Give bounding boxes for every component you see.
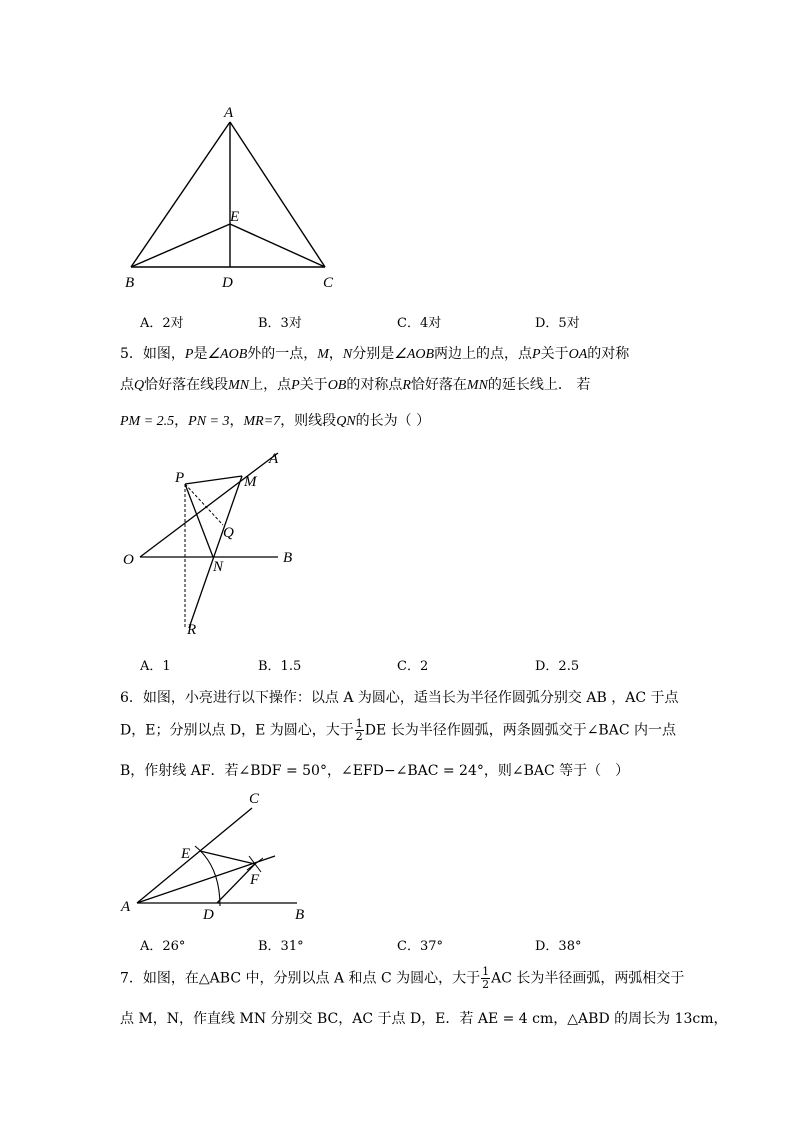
fraction-denominator: 2 <box>355 730 363 743</box>
q5-line-1 <box>120 343 680 363</box>
q4-option-c[interactable]: C．4对 <box>397 316 442 331</box>
q6-option-d[interactable]: D．38° <box>535 939 582 954</box>
q6-options <box>0 935 794 955</box>
label-d: D <box>222 275 233 291</box>
figure-angle-bisector <box>115 788 315 933</box>
q5-option-b[interactable]: B．1.5 <box>258 659 302 674</box>
q5-var-p: P <box>532 347 541 362</box>
label-m: M <box>244 474 257 490</box>
q5-angle-aob: ∠AOB <box>394 347 435 362</box>
q5-text: 的对称点 <box>346 377 403 393</box>
label-a: A <box>224 105 234 121</box>
q5-var-p: P <box>184 347 194 362</box>
label-o: O <box>123 552 134 568</box>
q7-line-2: 点 M，N，作直线 MN 分别交 BC，AC 于点 D，E．若 AE = 4 cm，△ABD 的周长为 13cm， <box>120 1011 728 1027</box>
q6-option-a[interactable]: A．26° <box>140 939 186 954</box>
q5-text: 两边上的点，点 <box>434 346 533 362</box>
q5-option-d[interactable]: D．2.5 <box>535 659 580 674</box>
q5-line-2 <box>120 374 680 394</box>
q5-option-a[interactable]: A．1 <box>140 659 171 674</box>
q5-text: 外的一点， <box>247 346 318 362</box>
label-n: N <box>213 559 224 575</box>
label-q: Q <box>223 525 234 541</box>
label-e: E <box>181 846 191 862</box>
label-b: B <box>295 907 305 923</box>
q5-text: 的对称 <box>587 346 630 362</box>
label-b: B <box>125 275 135 291</box>
q5-text: 5．如图， <box>120 346 185 362</box>
label-p: P <box>175 470 185 486</box>
q5-text: 的延长线上． 若 <box>487 377 591 393</box>
ray-ac <box>137 808 252 903</box>
q4-option-b[interactable]: B．3对 <box>258 316 302 331</box>
q5-text: 分别是 <box>352 346 395 362</box>
q7-text: 7．如图，在△ABC 中，分别以点 A 和点 C 为圆心，大于 <box>120 970 481 987</box>
q5-text: 关于 <box>540 346 569 362</box>
arc-intersect-2 <box>247 858 263 870</box>
q6-option-b[interactable]: B．31° <box>258 939 304 954</box>
q5-options <box>0 655 794 675</box>
q5-text: ，则线段 <box>280 413 337 429</box>
q6-line-2 <box>120 718 680 743</box>
q5-text: 的长为 <box>355 413 398 429</box>
label-a: A <box>121 899 131 915</box>
label-r: R <box>187 622 197 638</box>
fraction-one-half <box>355 718 364 743</box>
fraction-denominator: 2 <box>482 978 490 991</box>
q5-answer-blank: （ ） <box>397 413 431 429</box>
q5-var-ob: OB <box>327 378 347 393</box>
figure-angle-aob-reflection <box>115 445 315 645</box>
q6-option-c[interactable]: C．37° <box>397 939 443 954</box>
fraction-numerator: 1 <box>355 717 363 730</box>
label-a: A <box>269 451 279 467</box>
q5-var-mn: MN <box>228 378 250 393</box>
q6-text: D，E；分别以点 D，E 为圆心，大于 <box>120 722 354 739</box>
fraction-numerator: 1 <box>482 965 490 978</box>
q5-var-q: Q <box>134 378 145 393</box>
q5-angle-aob: ∠AOB <box>207 347 248 362</box>
q5-var-qn: QN <box>336 414 356 429</box>
q6-line-3: B，作射线 AF．若∠BDF = 50°，∠EFD−∠BAC = 24°，则∠BAC 等于（ ） <box>120 763 630 779</box>
q5-var-n: N <box>342 347 353 362</box>
fraction-one-half <box>481 966 490 991</box>
q5-text: 恰好落在 <box>410 377 467 393</box>
q6-line-1: 6．如图，小亮进行以下操作：以点 A 为圆心，适当长为半径作圆弧分别交 AB ，AC 于点 <box>120 690 679 706</box>
q5-text: ， <box>174 413 189 429</box>
segment-ef <box>200 851 255 864</box>
label-c: C <box>323 275 334 291</box>
q5-option-c[interactable]: C．2 <box>397 659 429 674</box>
q4-option-d[interactable]: D．5对 <box>535 316 580 331</box>
q4-options <box>0 312 794 332</box>
q5-text: 是 <box>193 346 208 362</box>
q5-var-m: M <box>317 347 329 362</box>
label-b: B <box>283 550 293 566</box>
q4-option-a[interactable]: A．2对 <box>140 316 184 331</box>
q7-text: AC 长为半径画弧，两弧相交于 <box>491 970 685 987</box>
q5-text: 点 <box>120 377 134 393</box>
q6-text: DE 长为半径作圆弧，两条圆弧交于∠BAC 内一点 <box>364 722 676 739</box>
q5-line-3 <box>120 410 680 430</box>
segment-pm <box>185 476 242 484</box>
q5-given-pm: PM = 2.5 <box>120 414 175 429</box>
q5-text: 恰好落在线段 <box>144 377 229 393</box>
label-f: F <box>250 872 260 888</box>
q5-text: 关于 <box>299 377 328 393</box>
q5-var-r: R <box>402 378 411 393</box>
label-d: D <box>203 907 214 923</box>
q5-text: 上，点 <box>249 377 292 393</box>
figure-triangle-abc <box>110 95 360 295</box>
q7-line-1 <box>120 965 685 991</box>
q5-var-p: P <box>291 378 300 393</box>
ray-oa <box>140 453 278 557</box>
q5-given-pn: PN = 3 <box>188 414 230 429</box>
line-mr <box>189 476 242 628</box>
q5-text: ， <box>328 346 343 362</box>
q5-var-oa: OA <box>568 347 588 362</box>
label-c: C <box>249 791 260 807</box>
q5-text: ， <box>229 413 244 429</box>
label-e: E <box>230 209 240 225</box>
q5-given-mr: MR=7 <box>243 414 281 429</box>
q5-var-mn: MN <box>466 378 488 393</box>
